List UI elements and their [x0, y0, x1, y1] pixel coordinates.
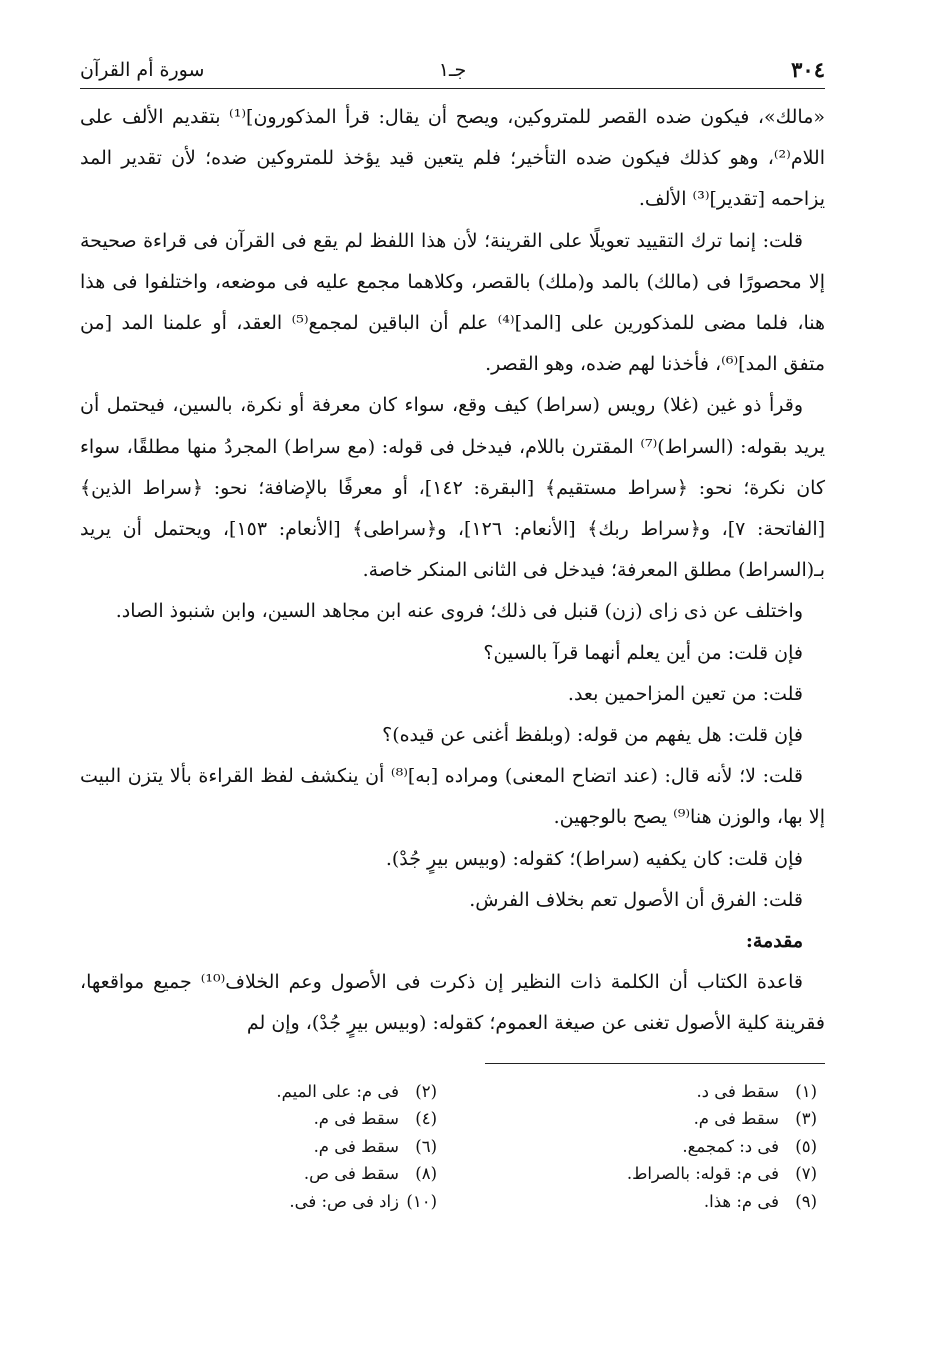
footnote-number: (٧)	[795, 1164, 817, 1184]
dialogue-line: قلت: الفرق أن الأصول تعم بخلاف الفرش.	[469, 888, 803, 911]
footnote-number: (٦)	[415, 1136, 437, 1156]
footnote-text: سقط فى د.	[696, 1081, 779, 1101]
footnote	[77, 1105, 437, 1133]
footnote-number: (١)	[795, 1081, 817, 1101]
footnote-number: (٢)	[415, 1081, 437, 1101]
footnote	[77, 1160, 437, 1188]
running-header	[80, 52, 825, 88]
footnote	[457, 1133, 817, 1161]
footnote-text: سقط فى م.	[693, 1109, 779, 1129]
footnote-number: (٥)	[795, 1136, 817, 1156]
footnote	[77, 1133, 437, 1161]
paragraph: وقرأ ذو غين (غلا) رويس (سراط) كيف وقع، سواء كان معرفة أو نكرة، بالسين، فيحتمل أن يريد بقوله: (السراط)⁽⁷⁾ المقترن باللام، فيدخل فى قوله: (مع سراط) المجردُ منها مطلقًا، سواء كان نكرة؛ نحو: ﴿سراط مستقيم﴾ [البقرة: ١٤٢]، أو معرفًا بالإضافة؛ نحو: ﴿سراط الذين﴾ [الفاتحة: ٧]، و﴿سراط ربك﴾ [الأنعام: ١٢٦]، و﴿سراطى﴾ [الأنعام: ١٥٣]، ويحتمل أن يريد بـ(السراط) مطلق المعرفة؛ فيدخل فى الثانى المنكر خاصة.	[80, 394, 826, 582]
dialogue-line: قلت: من تعين المزاحمين بعد.	[567, 682, 803, 705]
book-page	[80, 52, 825, 1216]
footnote-text: سقط فى م.	[313, 1136, 399, 1156]
footnote-text: زاد فى ص: فى.	[289, 1192, 399, 1212]
footnote-text: فى م: قوله: بالصراط.	[626, 1164, 779, 1184]
surah-title: سورة أم القرآن	[80, 59, 205, 81]
footnote-text: سقط فى م.	[313, 1109, 399, 1129]
footnote-text: فى م: هذا.	[703, 1192, 779, 1212]
footnote	[77, 1188, 437, 1216]
dialogue-line: قلت: لا؛ لأنه قال: (عند اتضاح المعنى) ومراده [به]⁽⁸⁾ أن ينكشف لفظ القراءة بألا يتزن البيت إلا بها، والوزن هنا⁽⁹⁾ يصح بالوجهين.	[80, 765, 825, 829]
footnote-number: (٤)	[415, 1109, 437, 1129]
footnote-text: فى م: على الميم.	[276, 1081, 399, 1101]
footnote	[457, 1078, 817, 1106]
paragraph: واختلف عن ذى زاى (زن) قنبل فى ذلك؛ فروى عنه ابن مجاهد السين، وابن شنبوذ الصاد.	[115, 600, 803, 623]
footnote	[457, 1188, 817, 1216]
paragraph: «مالك»، فيكون ضده القصر للمتروكين، ويصح أن يقال: قرأ المذكورون]⁽¹⁾ بتقديم الألف على اللام⁽²⁾، وهو كذلك فيكون ضده التأخير؛ فلم يتعين قيد يؤخذ للمتروكين ضده؛ لأن تقدير المد يزاحمه [تقدير]⁽³⁾ الألف.	[80, 106, 826, 211]
dialogue-line: فإن قلت: كان يكفيه (سراط)؛ كقوله: (وبيس بيرٍ جُدْ).	[385, 847, 803, 870]
dialogue-line: فإن قلت: هل يفهم من قوله: (وبلفظ أغنى عن قيده)؟	[382, 724, 803, 747]
page-number: ٣٠٤	[791, 57, 825, 82]
header-rule	[80, 88, 825, 89]
footnote-number: (٣)	[795, 1109, 817, 1129]
dialogue-line: فإن قلت: من أين يعلم أنهما قرآ بالسين؟	[483, 641, 803, 664]
paragraph: قلت: إنما ترك التقييد تعويلًا على القرينة؛ لأن هذا اللفظ لم يقع فى القرآن فى قراءة صحيحة إلا محصورًا فى (مالك) بالمد و(ملك) بالقصر، وكلاهما مجمع عليه فى موضعه، واختلفوا فى هذا هنا، فلما مضى للمذكورين على [المد]⁽⁴⁾ علم أن الباقين لمجمع⁽⁵⁾ العقد، أو علمنا المد [من متفق المد]⁽⁶⁾، فأخذنا لهم ضده، وهو القصر.	[80, 229, 825, 376]
footnote	[77, 1078, 437, 1106]
footnotes	[80, 1078, 817, 1216]
footnote-text: سقط فى ص.	[303, 1164, 399, 1184]
footnote-number: (١٠)	[406, 1192, 437, 1212]
footnote-number: (٩)	[795, 1192, 817, 1212]
paragraph: قاعدة الكتاب أن الكلمة ذات النظير إن ذكرت فى الأصول وعم الخلاف⁽¹⁰⁾ جميع مواقعها، فقرينة كلية الأصول تغنى عن صيغة العموم؛ كقوله: (وبيس بيرٍ جُدْ)، وإن لم	[80, 971, 825, 1035]
section-heading: مقدمة:	[745, 930, 803, 953]
main-text	[80, 97, 825, 1045]
footnote-number: (٨)	[415, 1164, 437, 1184]
footnote	[457, 1160, 817, 1188]
footnote-rule	[485, 1063, 825, 1064]
footnote-text: فى د: كمجمع.	[682, 1136, 779, 1156]
volume-label: جـ١	[438, 59, 467, 81]
footnote	[457, 1105, 817, 1133]
